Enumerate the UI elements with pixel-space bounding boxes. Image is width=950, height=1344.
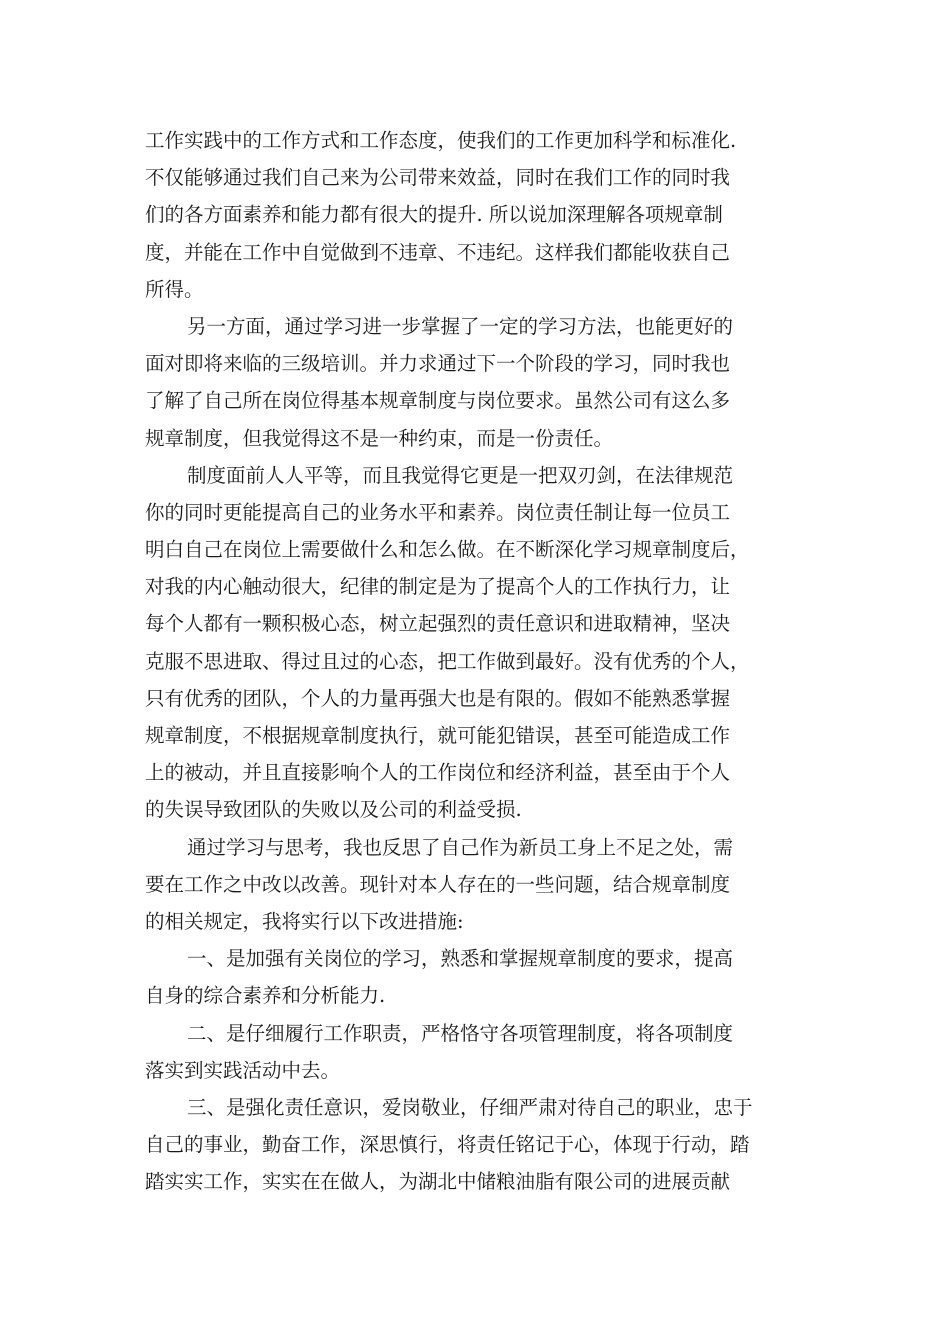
text-line: 的相关规定，我将实行以下改进措施: bbox=[145, 909, 464, 933]
text-line: 制度面前人人平等，而且我觉得它更是一把双刃剑，在法律规范 bbox=[187, 463, 734, 487]
text-line: 明白自己在岗位上需要做什么和怎么做。在不断深化学习规章制度后， bbox=[145, 538, 750, 562]
text-line: 不仅能够通过我们自己来为公司带来效益，同时在我们工作的同时我 bbox=[145, 166, 731, 190]
text-line: 了解了自己所在岗位得基本规章制度与岗位要求。虽然公司有这么多 bbox=[145, 389, 731, 413]
text-line: 只有优秀的团队，个人的力量再强大也是有限的。假如不能熟悉掌握 bbox=[145, 686, 731, 710]
text-line: 规章制度，不根据规章制度执行，就可能犯错误，甚至可能造成工作 bbox=[145, 724, 731, 747]
text-line: 二、是仔细履行工作职责，严格恪守各项管理制度，将各项制度 bbox=[187, 1021, 734, 1045]
text-line: 落实到实践活动中去。 bbox=[145, 1058, 341, 1082]
text-line: 所得。 bbox=[145, 277, 204, 301]
text-line: 要在工作之中改以改善。现针对本人存在的一些问题，结合规章制度 bbox=[145, 872, 731, 896]
text-line: 自己的事业，勤奋工作，深思慎行，将责任铭记于心，体现于行动，踏 bbox=[145, 1133, 750, 1157]
text-line: 自身的综合素养和分析能力. bbox=[145, 984, 386, 1008]
text-line: 度，并能在工作中自觉做到不违章、不违纪。这样我们都能收获自己 bbox=[145, 240, 731, 264]
text-line: 通过学习与思考，我也反思了自己作为新员工身上不足之处，需 bbox=[187, 835, 734, 859]
text-line: 工作实践中的工作方式和工作态度，使我们的工作更加科学和标准化. bbox=[145, 129, 737, 152]
text-line: 规章制度，但我觉得这不是一种约束，而是一份责任。 bbox=[145, 426, 614, 450]
text-line: 一、是加强有关岗位的学习，熟悉和掌握规章制度的要求，提高 bbox=[187, 947, 734, 971]
text-line: 对我的内心触动很大，纪律的制定是为了提高个人的工作执行力，让 bbox=[145, 575, 731, 599]
text-line: 克服不思进取、得过且过的心态，把工作做到最好。没有优秀的个人， bbox=[145, 649, 750, 673]
text-line: 上的被动，并且直接影响个人的工作岗位和经济利益，甚至由于个人 bbox=[145, 761, 731, 785]
text-line: 踏实实工作，实实在在做人，为湖北中储粮油脂有限公司的进展贡献 bbox=[145, 1170, 731, 1194]
text-line: 面对即将来临的三级培训。并力求通过下一个阶段的学习，同时我也 bbox=[145, 352, 731, 376]
text-line: 三、是强化责任意识，爱岗敬业，仔细严肃对待自己的职业，忠于 bbox=[187, 1095, 753, 1119]
text-line: 们的各方面素养和能力都有很大的提升. 所以说加深理解各项规章制 bbox=[145, 203, 723, 227]
text-line: 另一方面，通过学习进一步掌握了一定的学习方法，也能更好的 bbox=[187, 314, 734, 338]
text-line: 每个人都有一颗积极心态，树立起强烈的责任意识和进取精神，坚决 bbox=[145, 612, 731, 636]
text-line: 你的同时更能提高自己的业务水平和素养。岗位责任制让每一位员工 bbox=[145, 500, 731, 524]
body-text bbox=[145, 122, 805, 1200]
text-line: 的失误导致团队的失败以及公司的利益受损. bbox=[145, 798, 522, 822]
